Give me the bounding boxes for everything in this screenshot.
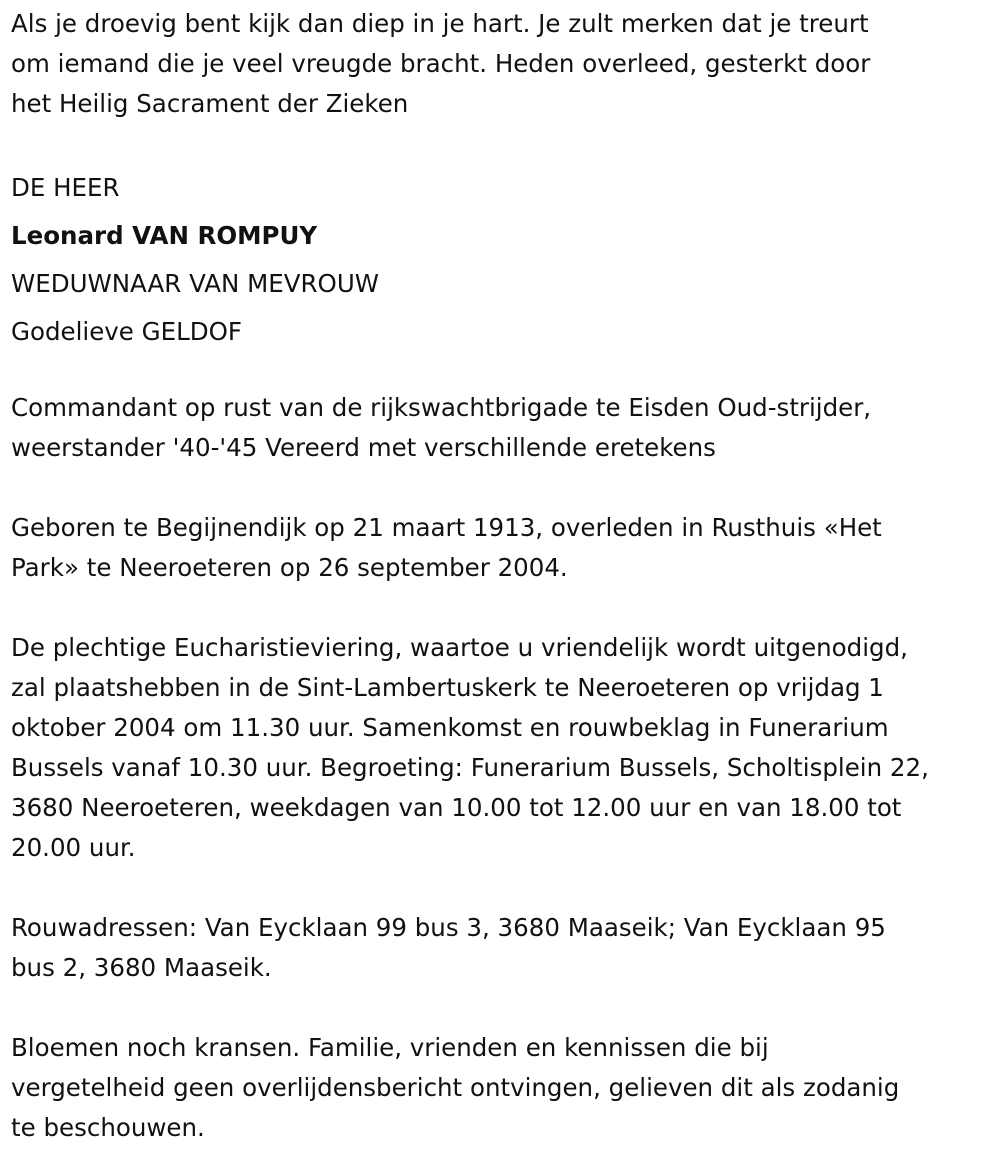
deceased-name: Leonard VAN ROMPUY <box>11 221 318 250</box>
ceremony-line: 3680 Neeroeteren, weekdagen van 10.00 tot 12.00 uur en van 18.00 tot <box>11 793 902 822</box>
closing-line: te beschouwen. <box>11 1113 205 1142</box>
intro-line: om iemand die je veel vreugde bracht. Heden overleed, gesterkt door <box>11 49 871 78</box>
ceremony-line: zal plaatshebben in de Sint-Lambertuskerk te Neeroeteren op vrijdag 1 <box>11 673 884 702</box>
ceremony-line: Bussels vanaf 10.30 uur. Begroeting: Funerarium Bussels, Scholtisplein 22, <box>11 753 929 782</box>
address-line: bus 2, 3680 Maaseik. <box>11 953 272 982</box>
address-line: Rouwadressen: Van Eycklaan 99 bus 3, 3680 Maaseik; Van Eycklaan 95 <box>11 913 886 942</box>
closing-paragraph <box>11 1028 990 1148</box>
spacer <box>11 468 990 508</box>
intro-line: het Heilig Sacrament der Zieken <box>11 89 409 118</box>
spacer <box>11 124 990 164</box>
spouse-name: Godelieve GELDOF <box>11 317 243 346</box>
spacer <box>11 988 990 1028</box>
birth-death-paragraph <box>11 508 990 588</box>
ceremony-line: De plechtige Eucharistieviering, waartoe u vriendelijk wordt uitgenodigd, <box>11 633 908 662</box>
widower-line: WEDUWNAAR VAN MEVROUW <box>11 269 379 298</box>
birth-death-line: Geboren te Begijnendijk op 21 maart 1913, overleden in Rusthuis «Het <box>11 513 882 542</box>
title-prefix: DE HEER <box>11 173 120 202</box>
ceremony-line: oktober 2004 om 11.30 uur. Samenkomst en rouwbeklag in Funerarium <box>11 713 889 742</box>
addresses-paragraph <box>11 908 990 988</box>
intro-paragraph <box>11 4 990 124</box>
ceremony-line: 20.00 uur. <box>11 833 136 862</box>
spacer <box>11 868 990 908</box>
career-line: Commandant op rust van de rijkswachtbrigade te Eisden Oud-strijder, <box>11 393 872 422</box>
ceremony-paragraph <box>11 628 990 868</box>
closing-line: Bloemen noch kransen. Familie, vrienden en kennissen die bij <box>11 1033 769 1062</box>
spacer <box>11 356 990 388</box>
intro-line: Als je droevig bent kijk dan diep in je hart. Je zult merken dat je treurt <box>11 9 869 38</box>
deceased-block <box>11 164 990 356</box>
birth-death-line: Park» te Neeroeteren op 26 september 2004. <box>11 553 568 582</box>
closing-line: vergetelheid geen overlijdensbericht ontvingen, gelieven dit als zodanig <box>11 1073 900 1102</box>
career-paragraph <box>11 388 990 468</box>
spacer <box>11 588 990 628</box>
career-line: weerstander '40-'45 Vereerd met verschillende eretekens <box>11 433 716 462</box>
